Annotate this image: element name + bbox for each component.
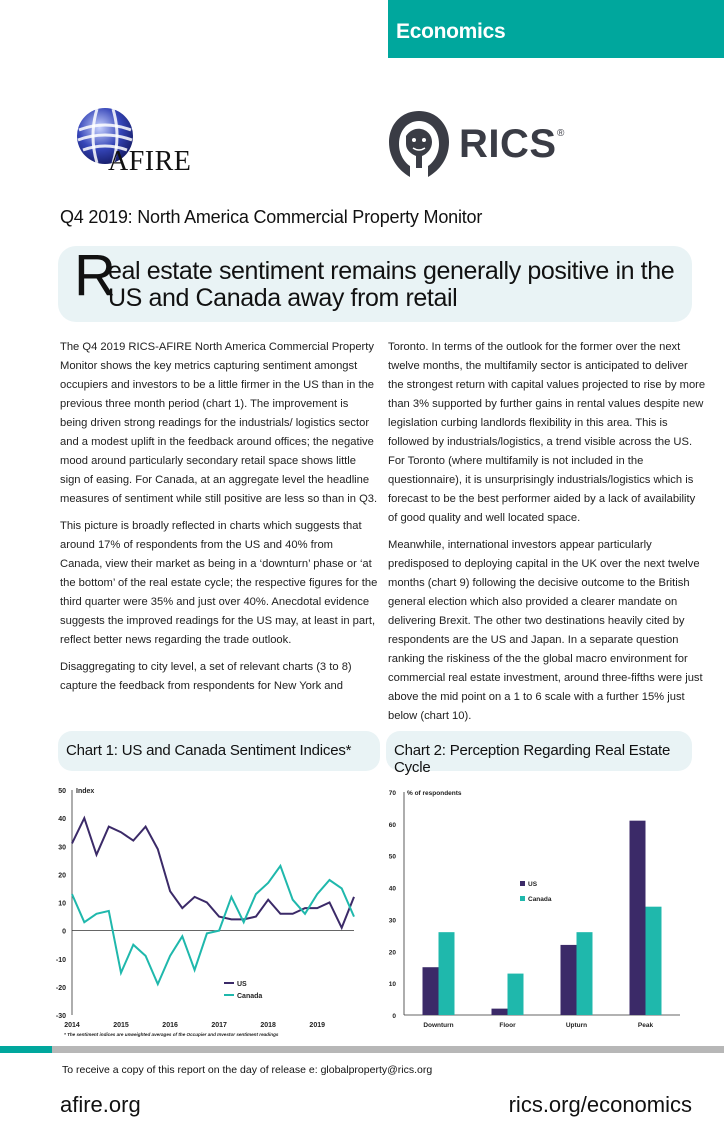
chart2-y-tick-label: 20	[388, 949, 396, 957]
chart2-legend-label: US	[528, 881, 538, 888]
chart1-x-tick-label: 2017	[211, 1022, 227, 1029]
chart2-bar-us	[561, 945, 577, 1015]
chart2-y-tick-label: 50	[388, 853, 396, 861]
chart2-bar-canada	[508, 974, 524, 1015]
body-paragraph: Disaggregating to city level, a set of relevant charts (3 to 8) capture the feedback from respondents for New York and	[60, 661, 352, 692]
chart1-x-tick-label: 2019	[309, 1022, 326, 1029]
chart2-bar-canada	[577, 932, 593, 1015]
chart2-x-tick-label: Peak	[637, 1022, 654, 1029]
chart2-legend-swatch	[520, 881, 525, 886]
afire-wordmark: AFIRE	[108, 146, 192, 177]
chart1-footnote: * The sentiment indices are unweighted averages of the Occupier and Investor sentiment readings	[64, 1032, 279, 1037]
chart1-legend-label: Canada	[237, 993, 263, 1000]
chart2-bar-us	[630, 821, 646, 1015]
rics-lion-icon	[386, 108, 452, 180]
body-paragraph: The Q4 2019 RICS-AFIRE North America Commercial Property Monitor shows the key metrics capturing sentiment amongst occupiers and investors to be a little firmer in the US than in the previous three month period (chart 1). The improvement is being driven strong readings for the industrials/ logistics sector and a modest uplift in the feedback around offices; the negative mood around particularly secondary retail space shows little sign of easing. For Canada, at an aggregate level the headline measures of sentiment while still positive are less so than in Q3.	[60, 341, 378, 505]
body-column-right	[388, 338, 706, 734]
footer-accent-bar	[0, 1046, 52, 1053]
chart2-y-tick-label: 0	[392, 1013, 396, 1020]
chart1-series-line-canada	[72, 866, 354, 984]
chart2-title-box	[386, 731, 692, 776]
section-tab	[388, 0, 724, 58]
footer-afire-url[interactable]: afire.org	[60, 1092, 141, 1117]
chart2-legend-label: Canada	[528, 896, 552, 903]
chart1-x-tick-label: 2018	[260, 1022, 276, 1029]
chart1-y-tick-label: -10	[55, 956, 66, 964]
chart1-legend-label: US	[237, 981, 247, 988]
chart2-y-tick-label: 70	[388, 790, 396, 797]
chart1-y-tick-label: 50	[58, 788, 66, 795]
chart1-y-tick-label: -20	[55, 984, 66, 992]
chart1-line-chart	[52, 782, 382, 1042]
chart2-legend-swatch	[520, 896, 525, 901]
report-subtitle: Q4 2019: North America Commercial Property Monitor	[60, 207, 483, 227]
footer-rics-url[interactable]: rics.org/economics	[508, 1092, 692, 1117]
chart2-x-tick-label: Floor	[499, 1022, 516, 1029]
chart2-bar-us	[492, 1009, 508, 1015]
chart1-y-tick-label: 20	[58, 872, 66, 880]
body-paragraph: Meanwhile, international investors appear particularly predisposed to deploying capital in the UK over the next twelve months (chart 9) following the decisive outcome to the British general election which also provided a clearer mandate on delivering Brexit. The other two destinations heavily cited by respondents are the US and Japan. In a separate question ranking the riskiness of the the global macro environment for commercial real estate investment, around three-fifths were just above the mid point on a 1 to 6 scale with a further 15% just below (chart 10).	[388, 539, 703, 722]
footer-contact-note: To receive a copy of this report on the day of release e: globalproperty@rics.org	[62, 1064, 433, 1076]
footer-divider-bar	[52, 1046, 724, 1053]
chart2-bar-chart	[378, 782, 698, 1032]
chart2-y-axis-label: % of respondents	[407, 790, 462, 797]
chart1-y-tick-label: 40	[58, 816, 66, 824]
rics-wordmark: RICS	[459, 122, 557, 166]
chart2-bar-canada	[439, 932, 455, 1015]
chart1-title: Chart 1: US and Canada Sentiment Indices*	[66, 742, 352, 759]
headline-text: eal estate sentiment remains generally positive in the US and Canada away from retail	[108, 257, 675, 312]
section-tab-label: Economics	[396, 20, 506, 43]
chart2-y-tick-label: 10	[388, 981, 396, 989]
body-column-left	[60, 338, 378, 704]
chart2-y-tick-label: 60	[388, 821, 396, 829]
body-paragraph: This picture is broadly reflected in charts which suggests that around 17% of respondents from the US and 40% from Canada, view their market as being in a ‘downturn’ phase or ‘at the bottom’ of the real estate cycle; the respective figures for the third quarter were 35% and just over 40%. Anecdotal evidence suggests the improved readings for the US may, at least in part, reflect better news regarding the trade outlook.	[60, 520, 378, 646]
chart2-x-tick-label: Upturn	[565, 1022, 588, 1029]
chart1-y-tick-label: 0	[62, 928, 66, 936]
chart1-y-tick-label: 10	[58, 900, 66, 908]
rics-registered-mark: ®	[557, 128, 565, 139]
chart1-series-line-us	[72, 818, 354, 928]
chart2-bar-canada	[646, 907, 662, 1015]
chart1-x-tick-label: 2016	[162, 1022, 178, 1029]
chart2-x-tick-label: Downturn	[423, 1022, 454, 1029]
chart2-y-tick-label: 40	[388, 885, 396, 893]
chart1-x-tick-label: 2014	[64, 1022, 80, 1029]
body-paragraph: Toronto. In terms of the outlook for the former over the next twelve months, the multifamily sector is anticipated to deliver the strongest return with capital values projected to rise by more than 3% supported by further gains in rental values despite new legislation curbing landlords flexibility in this area. This is followed by industrials/logistics, a trend visible across the US. For Toronto (where multifamily is not included in the questionnaire), it is unsurprisingly industrials/logistics which is forecast to be the best performer aided by a lack of availability of good quality and well located space.	[388, 341, 706, 524]
chart1-title-box	[58, 731, 380, 771]
headline-drop-cap: R	[74, 243, 116, 308]
chart1-y-tick-label: -30	[55, 1013, 66, 1020]
chart2-title: Chart 2: Perception Regarding Real Estate Cycle	[394, 742, 671, 776]
chart2-bar-us	[423, 967, 439, 1015]
chart1-x-tick-label: 2015	[113, 1022, 129, 1029]
chart1-y-axis-label: Index	[76, 788, 95, 795]
chart2-y-tick-label: 30	[388, 917, 396, 925]
chart1-y-tick-label: 30	[58, 844, 66, 852]
